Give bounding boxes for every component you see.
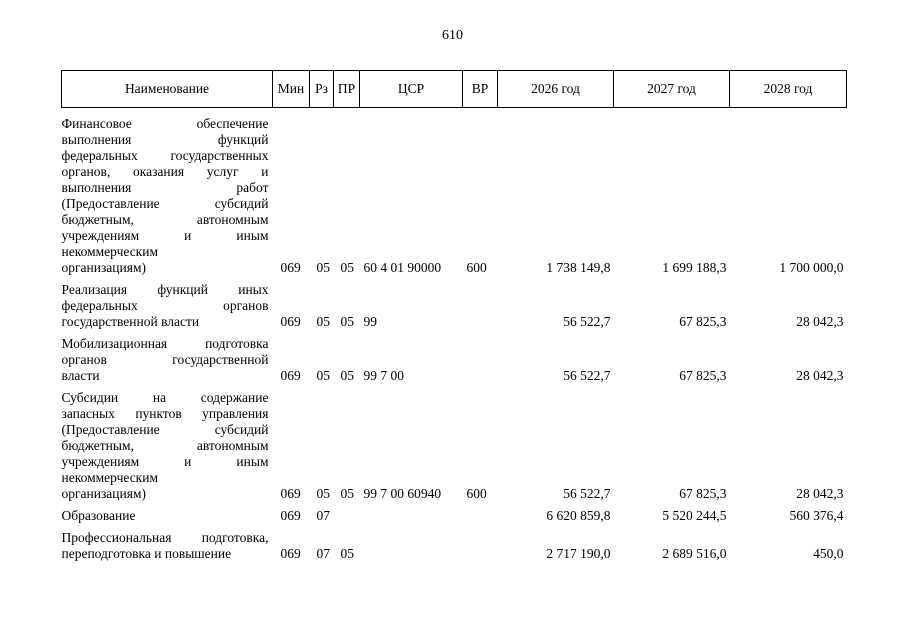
header-year-2028: 2028 год xyxy=(730,71,847,108)
row-min: 069 xyxy=(280,368,301,383)
row-name-line: (Предоставление субсидий xyxy=(61,196,269,211)
row-value-2027: 67 825,3 xyxy=(679,486,727,501)
row-csr xyxy=(360,526,463,564)
budget-table xyxy=(61,70,847,564)
row-name-line: переподготовка и повышение xyxy=(61,546,232,561)
row-rz: 07 xyxy=(316,508,330,523)
row-name-line: власти xyxy=(61,368,100,383)
row-min: 069 xyxy=(280,546,301,561)
row-pr: 05 xyxy=(340,546,354,561)
row-rz: 05 xyxy=(316,260,330,275)
table-header-row xyxy=(62,71,847,108)
row-pr: 05 xyxy=(340,314,354,329)
row-name-line: Субсидии на содержание xyxy=(61,390,269,405)
row-rz: 05 xyxy=(316,486,330,501)
row-value-2028: 560 376,4 xyxy=(789,508,844,523)
row-name-line: выполнения работ xyxy=(61,180,269,195)
row-name-line: Образование xyxy=(61,508,136,523)
row-name-line: организациям) xyxy=(61,486,147,501)
row-csr: 99 xyxy=(363,314,377,329)
row-value-2028: 1 700 000,0 xyxy=(779,260,844,275)
row-name-line: учреждениям и иным xyxy=(61,454,269,469)
row-name xyxy=(62,332,273,386)
row-name-line: учреждениям и иным xyxy=(61,228,269,243)
row-min: 069 xyxy=(280,260,301,275)
row-min: 069 xyxy=(280,486,301,501)
header-name: Наименование xyxy=(62,71,273,108)
row-rz: 05 xyxy=(316,314,330,329)
row-name-line: запасных пунктов управления xyxy=(61,406,269,421)
row-vr xyxy=(463,504,498,526)
table-row xyxy=(62,526,847,564)
row-csr: 99 7 00 60940 xyxy=(363,486,442,501)
row-name xyxy=(62,108,273,279)
table-row xyxy=(62,332,847,386)
row-pr: 05 xyxy=(340,368,354,383)
row-name xyxy=(62,386,273,504)
row-value-2026: 56 522,7 xyxy=(563,314,611,329)
header-year-2026: 2026 год xyxy=(498,71,614,108)
row-name xyxy=(62,526,273,564)
row-value-2026: 56 522,7 xyxy=(563,486,611,501)
row-name-line: бюджетным, автономным xyxy=(61,438,269,453)
row-value-2027: 67 825,3 xyxy=(679,314,727,329)
row-name xyxy=(62,504,273,526)
row-name-line: Мобилизационная подготовка xyxy=(61,336,269,351)
row-vr xyxy=(463,332,498,386)
page-number: 610 xyxy=(442,28,463,43)
header-pr: ПР xyxy=(334,71,360,108)
row-name-line: органов, оказания услуг и xyxy=(61,164,269,179)
header-rz: Рз xyxy=(310,71,334,108)
row-name-line: выполнения функций xyxy=(61,132,269,147)
row-name-line: организациям) xyxy=(61,260,147,275)
row-min: 069 xyxy=(280,314,301,329)
row-name-line: Реализация функций иных xyxy=(61,282,269,297)
row-pr: 05 xyxy=(340,486,354,501)
row-name-line: федеральных органов xyxy=(61,298,269,313)
row-vr: 600 xyxy=(466,260,487,275)
row-min: 069 xyxy=(280,508,301,523)
row-vr xyxy=(463,526,498,564)
row-vr: 600 xyxy=(466,486,487,501)
row-name-line: некоммерческим xyxy=(61,470,159,485)
table-row xyxy=(62,108,847,279)
row-value-2026: 2 717 190,0 xyxy=(546,546,611,561)
row-value-2028: 28 042,3 xyxy=(796,486,844,501)
row-value-2028: 28 042,3 xyxy=(796,368,844,383)
row-csr xyxy=(360,504,463,526)
row-value-2027: 5 520 244,5 xyxy=(662,508,727,523)
row-rz: 05 xyxy=(316,368,330,383)
row-name-line: Финансовое обеспечение xyxy=(61,116,269,131)
header-vr: ВР xyxy=(463,71,498,108)
row-pr xyxy=(334,504,360,526)
row-name-line: государственной власти xyxy=(61,314,200,329)
table-row xyxy=(62,504,847,526)
row-value-2026: 56 522,7 xyxy=(563,368,611,383)
row-name-line: (Предоставление субсидий xyxy=(61,422,269,437)
row-name xyxy=(62,278,273,332)
row-value-2026: 1 738 149,8 xyxy=(546,260,611,275)
header-csr: ЦСР xyxy=(360,71,463,108)
row-value-2026: 6 620 859,8 xyxy=(546,508,611,523)
row-name-line: органов государственной xyxy=(61,352,269,367)
table-row xyxy=(62,278,847,332)
row-rz: 07 xyxy=(316,546,330,561)
table-body xyxy=(62,108,847,565)
table-row xyxy=(62,386,847,504)
row-csr: 99 7 00 xyxy=(363,368,404,383)
row-name-line: Профессиональная подготовка, xyxy=(61,530,269,545)
row-value-2028: 28 042,3 xyxy=(796,314,844,329)
row-value-2027: 1 699 188,3 xyxy=(662,260,727,275)
row-name-line: федеральных государственных xyxy=(61,148,269,163)
row-name-line: некоммерческим xyxy=(61,244,159,259)
row-name-line: бюджетным, автономным xyxy=(61,212,269,227)
row-value-2027: 2 689 516,0 xyxy=(662,546,727,561)
row-value-2027: 67 825,3 xyxy=(679,368,727,383)
row-csr: 60 4 01 90000 xyxy=(363,260,442,275)
row-value-2028: 450,0 xyxy=(813,546,844,561)
row-vr xyxy=(463,278,498,332)
header-min: Мин xyxy=(273,71,310,108)
row-pr: 05 xyxy=(340,260,354,275)
header-year-2027: 2027 год xyxy=(614,71,730,108)
